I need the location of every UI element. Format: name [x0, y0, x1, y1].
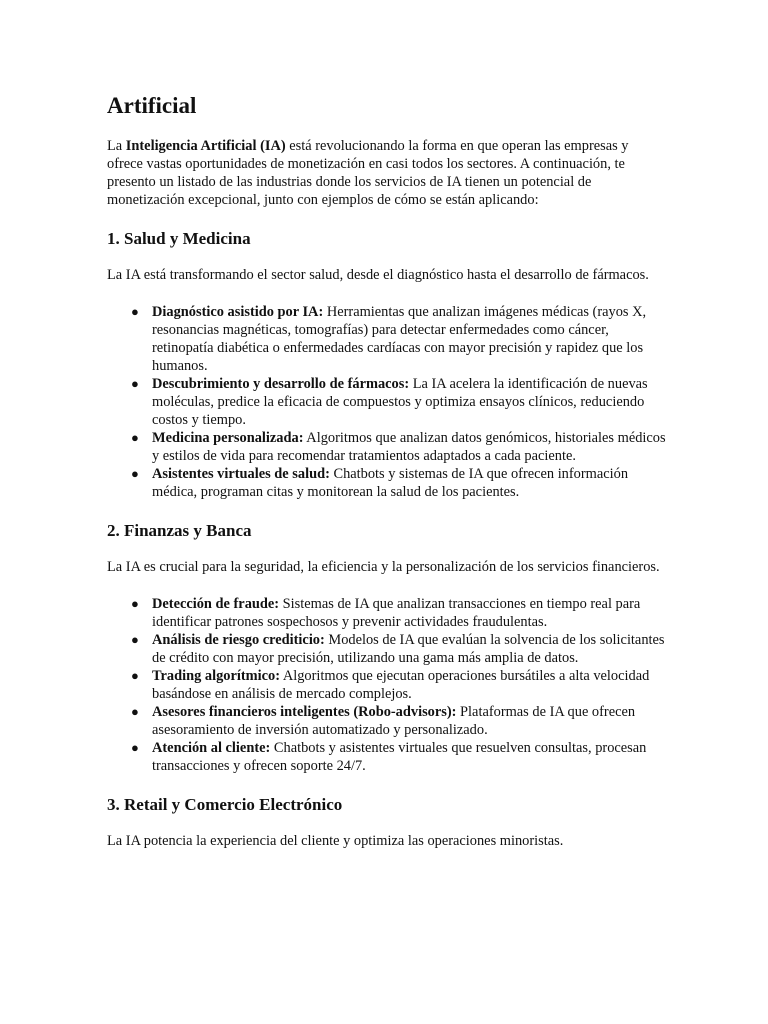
list-item-text: Sistemas de IA que analizan transacciones en tiempo real para identificar patrones sospechosos y prevenir actividades fraudulentas. — [152, 596, 641, 630]
list-item-text: Chatbots y asistentes virtuales que resuelven consultas, procesan transacciones y ofrecen soporte 24/7. — [152, 740, 647, 774]
bullet-icon: ● — [131, 632, 139, 647]
list-item-term: Asesores financieros inteligentes (Robo-advisors): — [152, 704, 457, 720]
bullet-icon: ● — [131, 740, 139, 755]
list-item-term: Trading algorítmico: — [152, 668, 281, 684]
list-item — [131, 739, 668, 775]
intro-text: está revolucionando la forma en que operan las empresas y ofrece vastas oportunidades de monetización en casi todos los sectores. A continuación, te presento un listado de las industrias donde los servicios de IA tienen un potencial de monetización excepcional, junto con ejemplos de cómo se están aplicando: — [107, 138, 629, 208]
page-title: Artificial — [107, 93, 197, 118]
list-item-text: Plataformas de IA que ofrecen asesoramiento de inversión automatizado y personalizado. — [152, 704, 636, 738]
intro-paragraph — [107, 137, 668, 209]
list-item-term: Medicina personalizada: — [152, 430, 304, 446]
list-item-term: Descubrimiento y desarrollo de fármacos: — [152, 376, 410, 392]
bullet-icon: ● — [131, 466, 139, 481]
bullet-icon: ● — [131, 596, 139, 611]
intro-prefix: La — [107, 138, 126, 154]
list-item-text: Herramientas que analizan imágenes médicas (rayos X, resonancias magnéticas, tomografías) para detectar enfermedades como cáncer, retinopatía diabética o enfermedades cardíacas con mayor precisión y rapidez que los humanos. — [152, 304, 647, 374]
list-item-term: Asistentes virtuales de salud: — [152, 466, 330, 482]
section-heading-salud: 1. Salud y Medicina — [107, 229, 251, 248]
section-list-salud — [107, 303, 668, 501]
bullet-icon: ● — [131, 704, 139, 719]
list-item-term: Detección de fraude: — [152, 596, 280, 612]
list-item — [131, 375, 668, 429]
section-lead-finanzas: La IA es crucial para la seguridad, la eficiencia y la personalización de los servicios financieros. — [107, 559, 660, 575]
list-item-term: Diagnóstico asistido por IA: — [152, 304, 324, 320]
section-heading-finanzas: 2. Finanzas y Banca — [107, 521, 252, 540]
list-item — [131, 631, 668, 667]
bullet-icon: ● — [131, 430, 139, 445]
list-item-term: Atención al cliente: — [152, 740, 271, 756]
intro-bold-term: Inteligencia Artificial (IA) — [125, 138, 286, 154]
list-item-text: Algoritmos que analizan datos genómicos, historiales médicos y estilos de vida para recomendar tratamientos adaptados a cada paciente. — [152, 430, 666, 464]
list-item-text: Algoritmos que ejecutan operaciones bursátiles a alta velocidad basándose en análisis de mercado complejos. — [152, 668, 650, 702]
section-lead-salud: La IA está transformando el sector salud, desde el diagnóstico hasta el desarrollo de fármacos. — [107, 267, 649, 283]
section-heading-retail: 3. Retail y Comercio Electrónico — [107, 795, 343, 814]
list-item — [131, 465, 668, 501]
list-item — [131, 429, 668, 465]
bullet-icon: ● — [131, 376, 139, 391]
list-item-text: Modelos de IA que evalúan la solvencia de los solicitantes de crédito con mayor precisión, utilizando una gama más amplia de datos. — [152, 632, 665, 666]
list-item — [131, 303, 668, 375]
list-item-term: Análisis de riesgo crediticio: — [152, 632, 325, 648]
list-item-text: Chatbots y sistemas de IA que ofrecen información médica, programan citas y monitorean la salud de los pacientes. — [152, 466, 629, 500]
list-item — [131, 595, 668, 631]
bullet-icon: ● — [131, 304, 139, 319]
list-item — [131, 703, 668, 739]
list-item-text: La IA acelera la identificación de nuevas moléculas, predice la eficacia de compuestos y optimiza ensayos clínicos, reduciendo costos y tiempo. — [152, 376, 648, 428]
section-list-finanzas — [107, 595, 668, 775]
section-lead-retail: La IA potencia la experiencia del cliente y optimiza las operaciones minoristas. — [107, 833, 564, 849]
bullet-icon: ● — [131, 668, 139, 683]
list-item — [131, 667, 668, 703]
